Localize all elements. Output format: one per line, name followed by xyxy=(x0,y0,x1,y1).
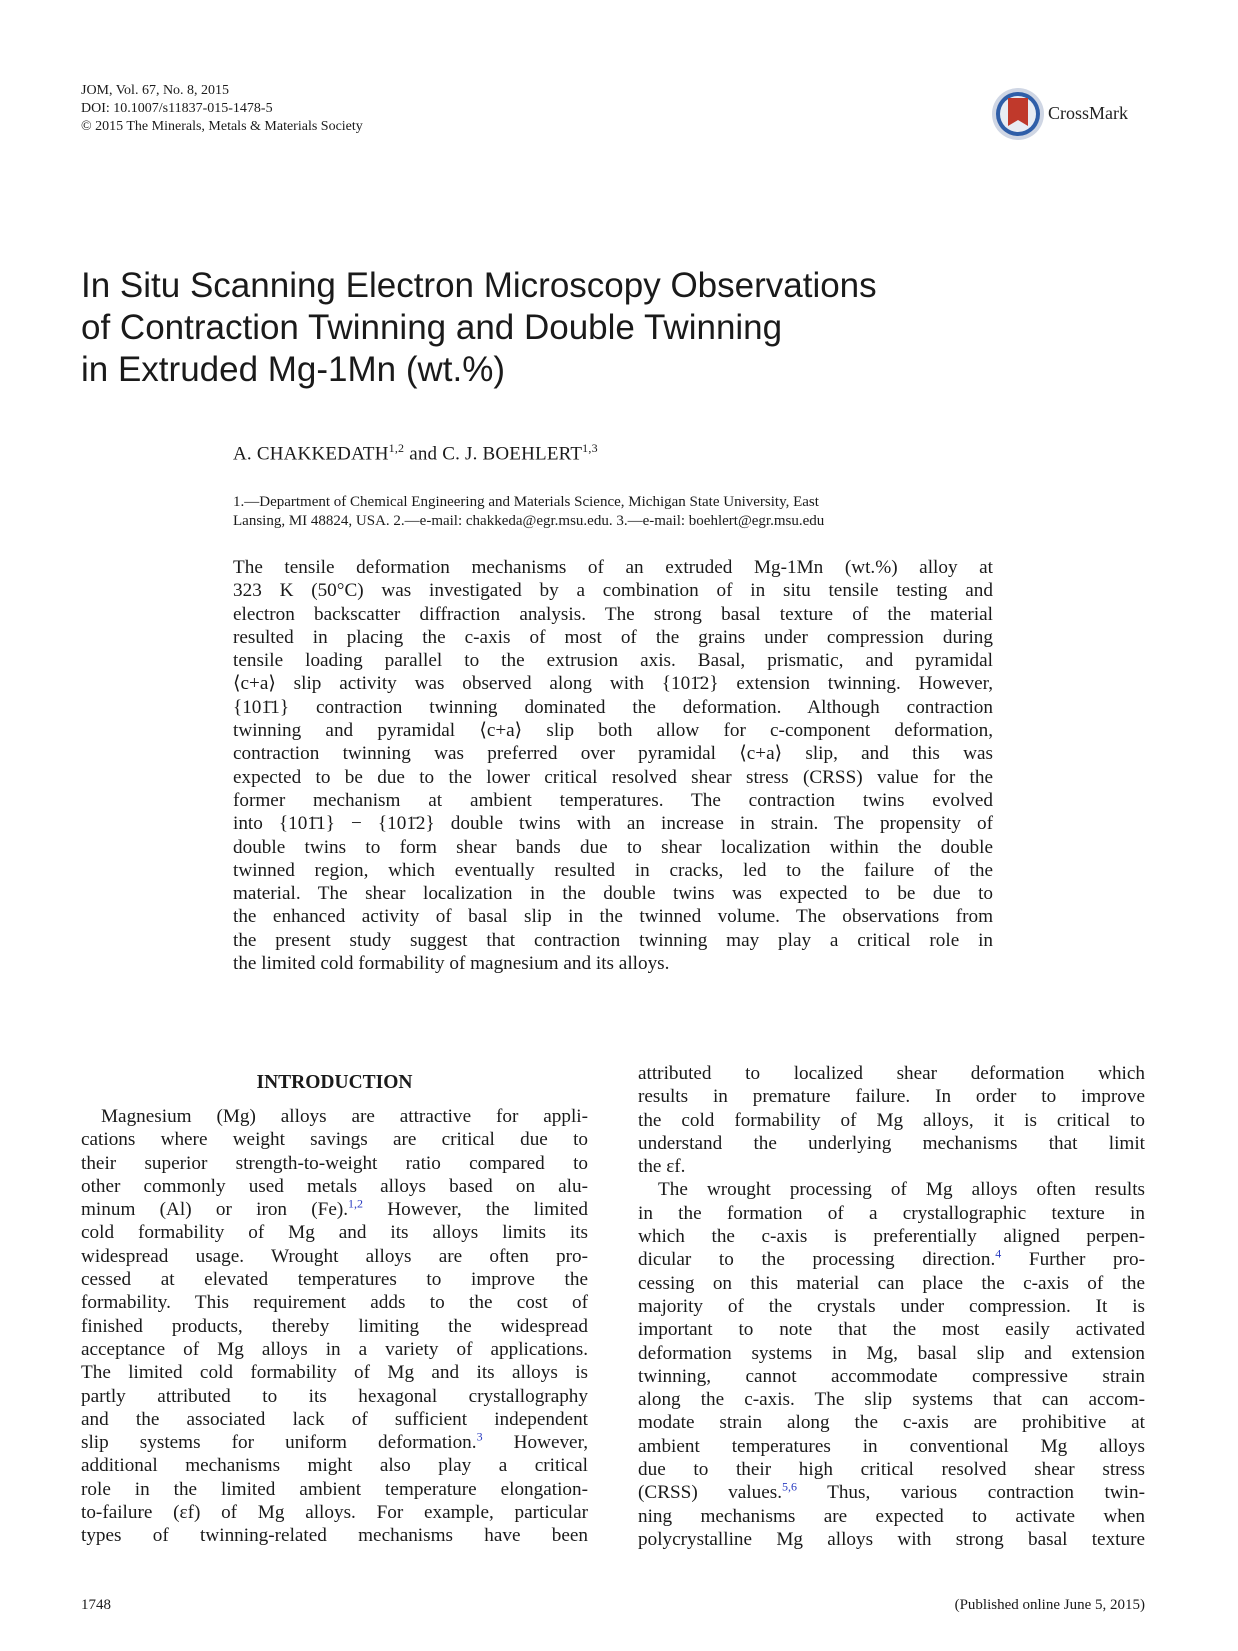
body-line: cessed at elevated temperatures to improve the xyxy=(81,1269,588,1291)
affiliation-line: Lansing, MI 48824, USA. 2.—e-mail: chakkeda@egr.msu.edu. 3.—e-mail: boehlert@egr.msu.edu xyxy=(233,513,825,529)
affiliations xyxy=(233,493,993,531)
body-line: cessing on this material can place the c-axis of the xyxy=(638,1272,1145,1294)
title-line: in Extruded Mg-1Mn (wt.%) xyxy=(81,350,506,389)
journal-citation: JOM, Vol. 67, No. 8, 2015 xyxy=(81,83,230,98)
body-line: Magnesium (Mg) alloys are attractive for appli- xyxy=(101,1106,588,1127)
body-text: (CRSS) values. xyxy=(638,1482,782,1504)
body-line: cold formability of Mg and its alloys limits its xyxy=(81,1222,588,1244)
abstract-line: twinning and pyramidal ⟨c+a⟩ slip both allow for c-component deformation, xyxy=(233,720,993,742)
abstract-line: into {101̄1} − {101̄2} double twins with an increase in strain. The propensity of xyxy=(233,813,993,835)
body-text: However, xyxy=(482,1432,588,1454)
abstract-line: The tensile deformation mechanisms of an extruded Mg-1Mn (wt.%) alloy at xyxy=(233,557,993,578)
body-line: majority of the crystals under compression. It is xyxy=(638,1295,1145,1317)
author-affiliation-mark: 1,2 xyxy=(388,441,405,455)
author-name: C. J. BOEHLERT xyxy=(442,443,583,465)
body-line: results in premature failure. In order to improve xyxy=(638,1086,1145,1108)
abstract-line: resulted in placing the c-axis of most of the grains under compression during xyxy=(233,626,993,648)
abstract-line: double twins to form shear bands due to shear localization within the double xyxy=(233,836,993,858)
crossmark-label: CrossMark xyxy=(1048,103,1128,123)
section-heading-introduction: INTRODUCTION xyxy=(256,1072,413,1093)
body-text: However, the limited xyxy=(363,1199,588,1221)
body-line: attributed to localized shear deformation which xyxy=(638,1063,1145,1084)
body-line: types of twinning-related mechanisms have been xyxy=(81,1525,588,1547)
affiliation-line: 1.—Department of Chemical Engineering and Materials Science, Michigan State University, East xyxy=(233,494,819,510)
journal-header xyxy=(81,82,363,136)
abstract-line: expected to be due to the lower critical resolved shear stress (CRSS) value for the xyxy=(233,766,993,788)
body-line: deformation systems in Mg, basal slip and extension xyxy=(638,1342,1145,1364)
author-list xyxy=(233,441,598,465)
body-text: minum (Al) or iron (Fe). xyxy=(81,1199,349,1221)
body-line: finished products, thereby limiting the widespread xyxy=(81,1315,588,1337)
left-column xyxy=(81,1105,588,1548)
abstract-line: electron backscatter diffraction analysis. The strong basal texture of the material xyxy=(233,603,993,625)
author-name: A. CHAKKEDATH xyxy=(233,443,389,465)
abstract-line: contraction twinning was preferred over pyramidal ⟨c+a⟩ slip, and this was xyxy=(233,743,993,765)
body-line: cations where weight savings are critical due to xyxy=(81,1129,588,1151)
citation-link[interactable]: 1,2 xyxy=(348,1196,364,1211)
abstract-line: material. The shear localization in the double twins was expected to be due to xyxy=(233,883,993,905)
abstract-line: 323 K (50°C) was investigated by a combination of in situ tensile testing and xyxy=(233,580,993,602)
abstract-line: the present study suggest that contraction twinning may play a critical role in xyxy=(233,929,993,951)
abstract-line: the limited cold formability of magnesium and its alloys. xyxy=(233,953,670,975)
crossmark-logo-icon xyxy=(990,86,1046,142)
title-line: In Situ Scanning Electron Microscopy Observations xyxy=(81,266,877,305)
citation-link[interactable]: 4 xyxy=(995,1246,1002,1261)
abstract-line: the enhanced activity of basal slip in the twinned volume. The observations from xyxy=(233,906,993,928)
citation-link[interactable]: 3 xyxy=(476,1429,483,1444)
body-line: their superior strength-to-weight ratio compared to xyxy=(81,1152,588,1174)
author-conjunction: and xyxy=(409,443,438,465)
body-line: in the formation of a crystallographic texture in xyxy=(638,1202,1145,1224)
doi: DOI: 10.1007/s11837-015-1478-5 xyxy=(81,101,273,116)
abstract xyxy=(233,556,993,975)
publication-date: (Published online June 5, 2015) xyxy=(954,1597,1145,1613)
body-line: to-failure (εf) of Mg alloys. For example, particular xyxy=(81,1502,588,1524)
article-title xyxy=(81,265,981,391)
abstract-line: tensile loading parallel to the extrusion axis. Basal, prismatic, and pyramidal xyxy=(233,650,993,672)
body-line: important to note that the most easily activated xyxy=(638,1319,1145,1341)
body-line xyxy=(81,1431,588,1454)
body-line: twinning, cannot accommodate compressive strain xyxy=(638,1365,1145,1387)
body-line: polycrystalline Mg alloys with strong basal texture xyxy=(638,1528,1145,1550)
body-line: ambient temperatures in conventional Mg alloys xyxy=(638,1435,1145,1457)
abstract-line: former mechanism at ambient temperatures. The contraction twins evolved xyxy=(233,789,993,811)
copyright: © 2015 The Minerals, Metals & Materials Society xyxy=(81,119,363,134)
page-number: 1748 xyxy=(81,1597,111,1613)
body-line xyxy=(81,1198,588,1221)
body-line: understand the underlying mechanisms that limit xyxy=(638,1132,1145,1154)
citation-link[interactable]: 5,6 xyxy=(782,1479,797,1494)
body-line: the εf. xyxy=(638,1156,686,1178)
body-line: partly attributed to its hexagonal crystallography xyxy=(81,1385,588,1407)
body-text: Thus, various contraction twin- xyxy=(797,1482,1145,1504)
body-text: dicular to the processing direction. xyxy=(638,1249,996,1271)
title-line: of Contraction Twinning and Double Twinning xyxy=(81,308,783,347)
body-line xyxy=(638,1481,1145,1504)
body-line: other commonly used metals alloys based on alu- xyxy=(81,1175,588,1197)
body-line xyxy=(638,1248,1145,1271)
body-line: due to their high critical resolved shear stress xyxy=(638,1459,1145,1481)
crossmark-badge[interactable] xyxy=(990,86,1150,142)
body-line: The limited cold formability of Mg and its alloys is xyxy=(81,1362,588,1384)
body-line: along the c-axis. The slip systems that can accom- xyxy=(638,1389,1145,1411)
right-column xyxy=(638,1062,1145,1551)
body-line: which the c-axis is preferentially aligned perpen- xyxy=(638,1226,1145,1248)
body-line: formability. This requirement adds to the cost of xyxy=(81,1292,588,1314)
body-line: the cold formability of Mg alloys, it is critical to xyxy=(638,1109,1145,1131)
body-line: and the associated lack of sufficient independent xyxy=(81,1408,588,1430)
body-line: modate strain along the c-axis are prohibitive at xyxy=(638,1412,1145,1434)
abstract-line: twinned region, which eventually resulted in cracks, led to the failure of the xyxy=(233,859,993,881)
body-line: role in the limited ambient temperature elongation- xyxy=(81,1478,588,1500)
body-text: Further pro- xyxy=(1001,1249,1145,1271)
body-line: acceptance of Mg alloys in a variety of applications. xyxy=(81,1338,588,1360)
body-line: ning mechanisms are expected to activate when xyxy=(638,1505,1145,1527)
abstract-line: ⟨c+a⟩ slip activity was observed along with {101̄2} extension twinning. However, xyxy=(233,673,993,695)
body-line: widespread usage. Wrought alloys are often pro- xyxy=(81,1245,588,1267)
body-text: slip systems for uniform deformation. xyxy=(81,1432,477,1454)
abstract-line: {101̄1} contraction twinning dominated the deformation. Although contraction xyxy=(233,696,993,718)
body-line: additional mechanisms might also play a critical xyxy=(81,1455,588,1477)
author-affiliation-mark: 1,3 xyxy=(582,441,598,455)
body-line: The wrought processing of Mg alloys often results xyxy=(658,1179,1145,1201)
